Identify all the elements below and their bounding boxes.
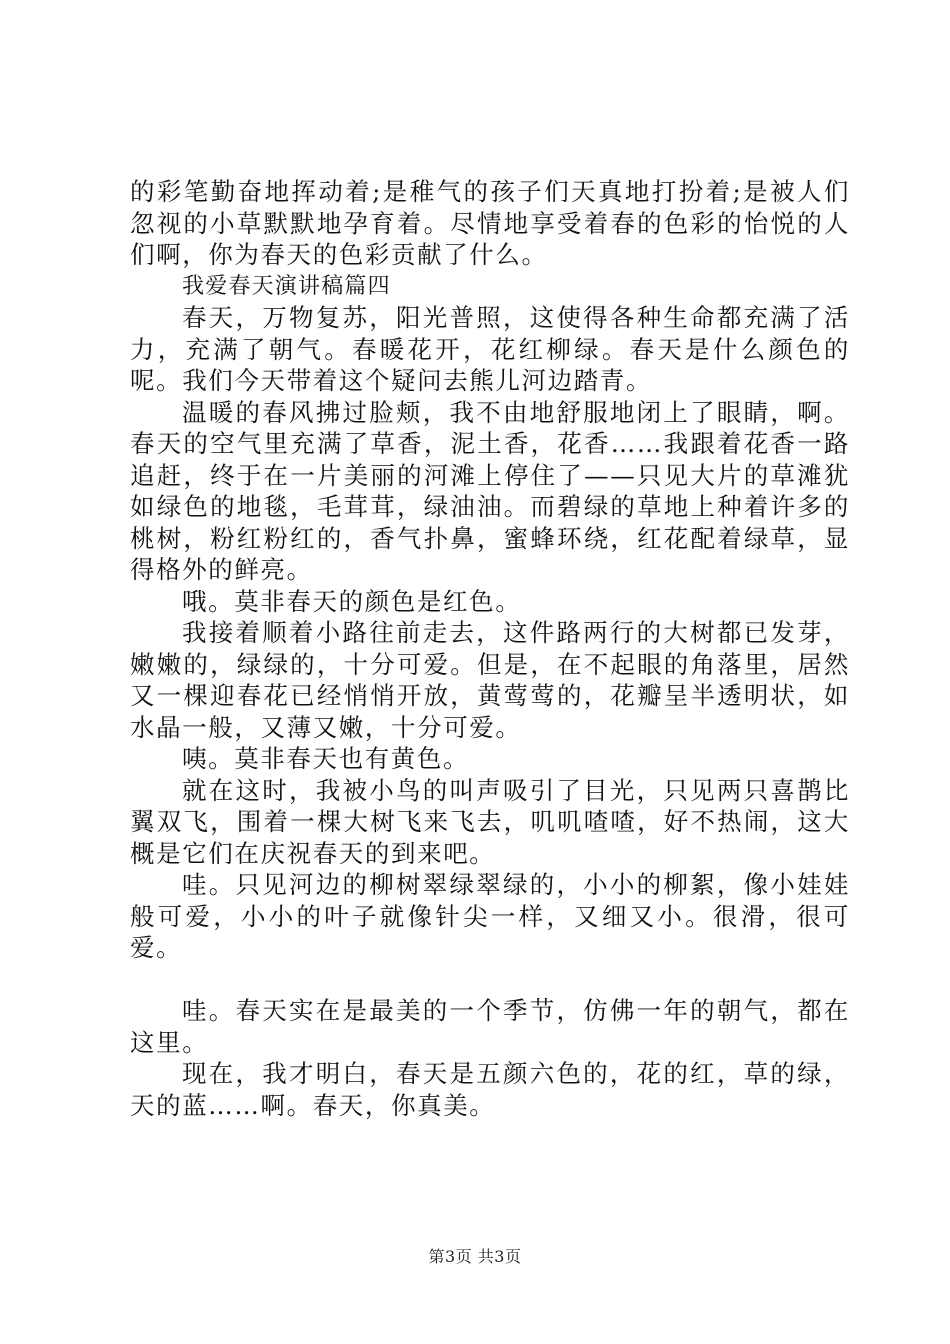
paragraph: 就在这时，我被小鸟的叫声吸引了目光，只见两只喜鹊比翼双飞，围着一棵大树飞来飞去，叽叽喳喳，好不热闹，这大概是它们在庆祝春天的到来吧。 <box>130 775 850 868</box>
paragraph: 温暖的春风拂过脸颊，我不由地舒服地闭上了眼睛，啊。春天的空气里充满了草香，泥土香，花香……我跟着花香一路追赶，终于在一片美丽的河滩上停住了——只见大片的草滩犹如绿色的地毯，毛茸茸，绿油油。而碧绿的草地上种着许多的桃树，粉红粉红的，香气扑鼻，蜜蜂环绕，红花配着绿草，显得格外的鲜亮。 <box>130 397 850 584</box>
paragraph: 哦。莫非春天的颜色是红色。 <box>182 586 522 616</box>
blank-line <box>130 964 850 996</box>
paragraph: 哇。春天实在是最美的一个季节，仿佛一年的朝气，都在这里。 <box>130 996 850 1057</box>
paragraph: 咦。莫非春天也有黄色。 <box>182 744 470 773</box>
paragraph: 哇。只见河边的柳树翠绿翠绿的，小小的柳絮，像小娃娃般可爱，小小的叶子就像针尖一样，又细又小。很滑，很可爱。 <box>130 870 850 962</box>
paragraph-continuation: 的彩笔勤奋地挥动着;是稚气的孩子们天真地打扮着;是被人们忽视的小草默默地孕育着。尽情地享受着春的色彩的怡悦的人们啊，你为春天的色彩贡献了什么。 <box>130 177 850 269</box>
page-footer: 第3页 共3页 <box>428 1247 522 1266</box>
document-body <box>130 176 850 1121</box>
paragraph: 我接着顺着小路往前走去，这件路两行的大树都已发芽，嫩嫩的，绿绿的，十分可爱。但是，在不起眼的角落里，居然又一棵迎春花已经悄悄开放，黄莺莺的，花瓣呈半透明状，如水晶一般，又薄又嫩，十分可爱。 <box>130 618 850 742</box>
section-heading: 我爱春天演讲稿篇四 <box>182 273 391 299</box>
paragraph: 春天，万物复苏，阳光普照，这使得各种生命都充满了活力，充满了朝气。春暖花开，花红柳绿。春天是什么颜色的呢。我们今天带着这个疑问去熊儿河边踏青。 <box>130 303 850 395</box>
paragraph: 现在，我才明白，春天是五颜六色的，花的红，草的绿，天的蓝……啊。春天，你真美。 <box>130 1059 850 1120</box>
